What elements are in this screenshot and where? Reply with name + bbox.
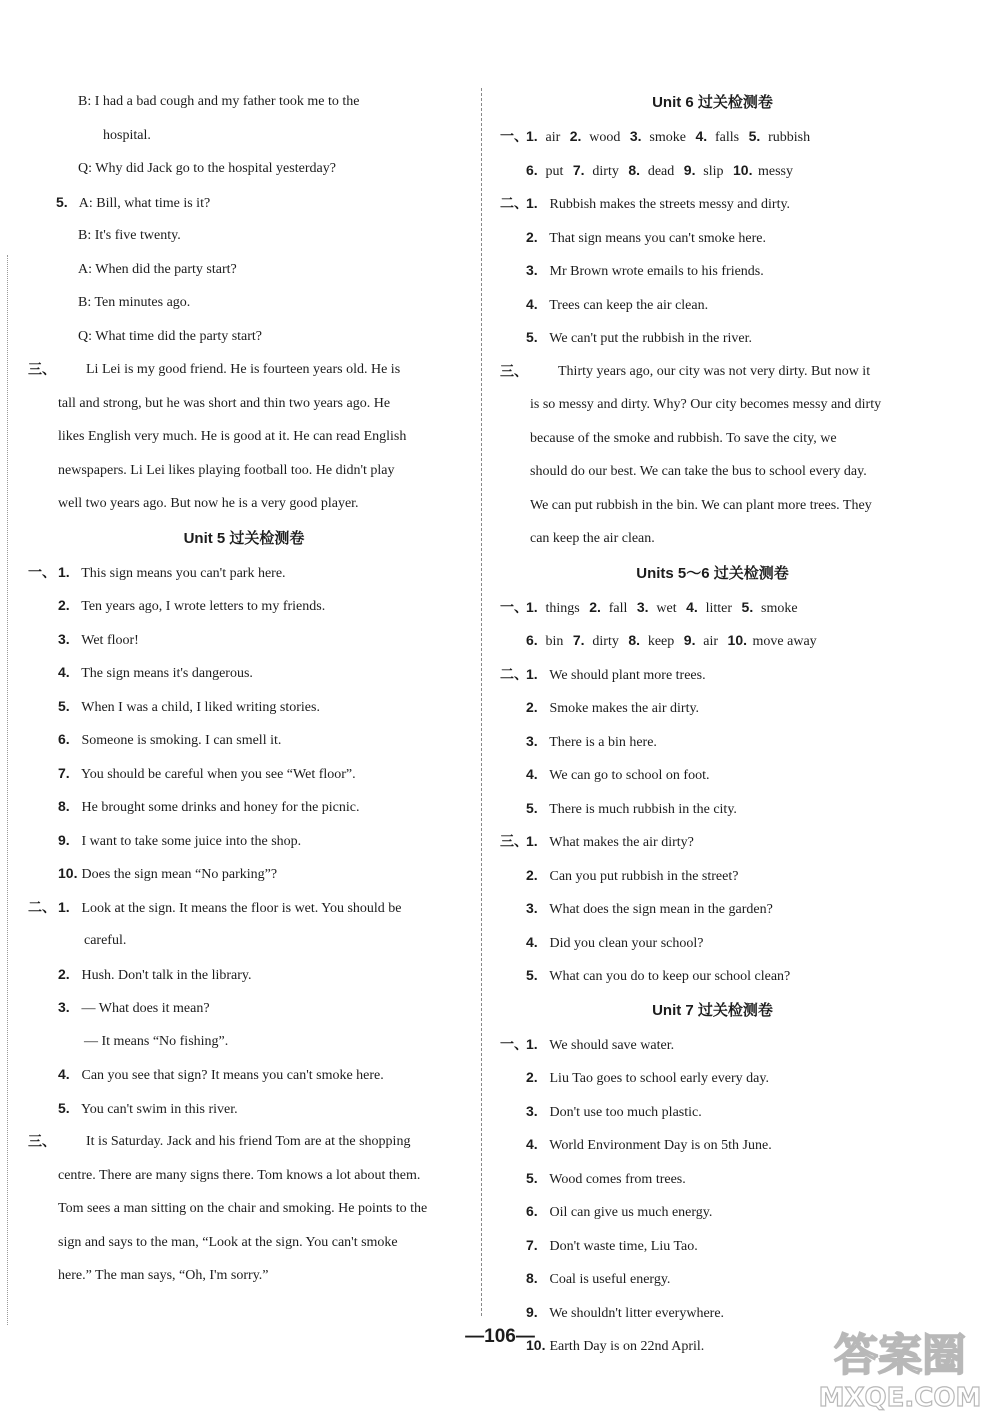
item-text: Don't use too much plastic. (549, 1104, 702, 1120)
dialogue-line (28, 320, 460, 354)
item-number: 7. (58, 764, 70, 781)
item-number: 6. (526, 632, 538, 648)
answer-item (500, 1128, 925, 1162)
passage-text: tall and strong, but he was short and thin two years ago. He (58, 395, 391, 411)
answer-item (500, 1061, 925, 1095)
word-answer: bin (545, 634, 564, 649)
answer-item (500, 1229, 925, 1263)
item-text: There is a bin here. (549, 734, 657, 750)
item-text: There is much rubbish in the city. (549, 801, 737, 817)
answer-item (28, 824, 460, 858)
item-number: 8. (526, 1270, 538, 1286)
item-text: Earth Day is on 22nd April. (549, 1339, 705, 1354)
question-5-dialogue (28, 186, 460, 354)
page-number: —106— (465, 1326, 535, 1347)
item-number: 1. (58, 898, 70, 915)
svg-text:答案圈: 答案圈 (834, 1330, 966, 1381)
item-text: We can go to school on foot. (549, 768, 710, 783)
word-answer: falls (714, 130, 740, 145)
passage-text: Li Lei is my good friend. He is fourteen years old. He is (86, 362, 401, 377)
section-mark: 一、 (500, 1035, 528, 1052)
item-number: 3. (636, 598, 649, 615)
item-number: 9. (683, 161, 696, 178)
item-number: 5. (526, 1169, 538, 1186)
word-answer: keep (647, 634, 675, 649)
item-number: 10. (58, 865, 78, 881)
unit-7-part-1 (500, 1028, 925, 1363)
item-number: 10. (526, 1337, 546, 1353)
item-number: 5. (526, 329, 538, 345)
dialogue-text: A: Bill, what time is it? (78, 195, 211, 211)
section-mark: 三、 (28, 1133, 56, 1149)
word-answer: messy (757, 163, 793, 179)
section-mark: 一、 (500, 598, 528, 615)
item-number: 1. (526, 665, 538, 682)
word-answer: smoke (761, 600, 798, 616)
item-number: 3. (58, 999, 70, 1015)
word-answer-row (500, 154, 925, 188)
answer-item (28, 991, 460, 1025)
word-answer-row (500, 624, 925, 658)
answer-item (28, 690, 460, 724)
answer-item (500, 959, 925, 993)
item-number: 1. (526, 128, 538, 144)
item-text: I want to take some juice into the shop. (81, 833, 302, 849)
dialogue-line (28, 186, 460, 220)
item-number: 9. (526, 1303, 538, 1320)
answer-item (500, 254, 925, 288)
item-text: careful. (84, 933, 127, 948)
item-number: 3. (58, 630, 70, 647)
answer-item (28, 790, 460, 824)
unit-5-part-1 (28, 556, 460, 891)
item-text: That sign means you can't smoke here. (549, 230, 766, 246)
item-number: 5. (526, 967, 538, 983)
passage-text: We can put rubbish in the bin. We can plant more trees. They (530, 497, 872, 513)
section-3-passage (28, 353, 460, 521)
section-mark: 二、 (500, 195, 528, 211)
item-text: Wet floor! (81, 632, 139, 648)
item-text: Can you see that sign? It means you can't smoke here. (81, 1068, 384, 1083)
passage-text: well two years ago. But now he is a very good player. (58, 496, 359, 511)
passage-text: Tom sees a man sitting on the chair and smoking. He points to the (58, 1201, 428, 1216)
item-number: 5. (56, 193, 68, 210)
item-number: 7. (572, 632, 585, 648)
item-number: 6. (526, 1203, 538, 1219)
item-number: 6. (58, 731, 70, 747)
item-number: 4. (526, 766, 538, 782)
answer-item (28, 857, 460, 891)
item-text: Coal is useful energy. (549, 1272, 671, 1287)
item-number: 4. (526, 1136, 538, 1152)
unit-6-part-3 (500, 355, 925, 556)
left-column (28, 85, 460, 1293)
answer-item (500, 1095, 925, 1129)
word-answer: dead (647, 163, 675, 179)
passage-text: because of the smoke and rubbish. To save the city, we (530, 430, 837, 446)
item-text: This sign means you can't park here. (81, 565, 286, 581)
passage-text: centre. There are many signs there. Tom knows a lot about them. (58, 1167, 421, 1183)
word-answer: dirty (592, 163, 619, 179)
answer-item (500, 1162, 925, 1196)
item-text: Don't waste time, Liu Tao. (549, 1238, 698, 1254)
dialogue-line (28, 253, 460, 287)
passage-line (28, 1125, 460, 1159)
units-5-6-part-1 (500, 591, 925, 658)
answer-item (500, 321, 925, 355)
passage-line (500, 422, 925, 456)
item-number: 5. (741, 598, 754, 615)
item-text: Does the sign mean “No parking”? (81, 867, 278, 882)
item-text: Can you put rubbish in the street? (549, 868, 739, 884)
item-number: 2. (526, 866, 538, 883)
right-column (500, 85, 925, 1363)
dialogue-line (28, 219, 460, 253)
item-number: 7. (572, 161, 585, 178)
item-number: 2. (58, 965, 70, 982)
answer-line: Q: Why did Jack go to the hospital yesterday? (78, 161, 336, 176)
word-answer: move away (752, 634, 817, 649)
item-text: What can you do to keep our school clean? (549, 969, 791, 984)
section-mark: 一、 (500, 128, 528, 144)
item-number: 4. (58, 1066, 70, 1082)
item-text: Mr Brown wrote emails to his friends. (549, 264, 764, 279)
item-number: 5. (58, 1099, 70, 1116)
passage-line (28, 353, 460, 387)
item-text: You can't swim in this river. (80, 1101, 238, 1117)
item-text: World Environment Day is on 5th June. (549, 1138, 772, 1153)
item-number: 8. (58, 798, 70, 814)
answer-item (28, 891, 460, 925)
units-5-6-title: Units 5～6 过关检测卷 (636, 564, 789, 582)
item-text: We can't put the rubbish in the river. (549, 331, 753, 346)
item-number: 2. (569, 128, 582, 144)
answer-item (500, 187, 925, 221)
item-number: 3. (526, 262, 538, 278)
answer-item (28, 623, 460, 657)
passage-text: newspapers. Li Lei likes playing football too. He didn't play (58, 462, 395, 478)
item-text: Rubbish makes the streets messy and dirty. (549, 197, 791, 212)
section-mark: 三、 (500, 833, 528, 849)
passage-line (28, 1159, 460, 1193)
answer-item (28, 723, 460, 757)
answer-item (500, 926, 925, 960)
passage-text: Thirty years ago, our city was not very dirty. But now it (558, 363, 871, 379)
answer-item (500, 892, 925, 926)
item-text: Someone is smoking. I can smell it. (81, 733, 282, 748)
word-answer: litter (705, 600, 733, 616)
item-number: 10. (733, 161, 753, 178)
item-number: 8. (628, 161, 641, 178)
item-number: 3. (526, 1102, 538, 1119)
item-number: 2. (589, 598, 601, 615)
passage-line (500, 355, 925, 389)
answer-item (500, 691, 925, 725)
item-text: He brought some drinks and honey for the picnic. (81, 800, 360, 815)
unit-5-part-2 (28, 891, 460, 1126)
item-text: — It means “No fishing”. (84, 1033, 229, 1049)
section-mark: 三、 (500, 362, 528, 379)
item-text: We shouldn't litter everywhere. (549, 1305, 725, 1321)
item-number: 3. (629, 128, 642, 144)
passage-line (28, 387, 460, 421)
word-answer-row (500, 591, 925, 625)
passage-line (500, 522, 925, 556)
units-5-6-part-2 (500, 658, 925, 826)
item-text: The sign means it's dangerous. (81, 666, 253, 681)
item-number: 4. (686, 598, 698, 615)
binding-edge (7, 255, 8, 1325)
passage-text: likes English very much. He is good at it. He can read English (58, 429, 407, 444)
svg-text:MXQE.COM: MXQE.COM (818, 1383, 982, 1413)
word-answer: wet (656, 600, 677, 616)
item-number: 2. (526, 1069, 538, 1085)
answer-item (28, 1025, 460, 1059)
item-text: Ten years ago, I wrote letters to my friends. (81, 599, 326, 614)
watermark-logo (800, 1318, 1000, 1414)
unit-5-title: Unit 5 过关检测卷 (183, 529, 305, 547)
dialogue-text: B: Ten minutes ago. (78, 295, 191, 310)
word-answer: put (545, 163, 564, 179)
passage-text: should do our best. We can take the bus to school every day. (530, 464, 867, 479)
passage-line (28, 420, 460, 454)
item-number: 4. (526, 295, 538, 312)
word-answer: air (545, 130, 561, 145)
passage-text: It is Saturday. Jack and his friend Tom are at the shopping (86, 1134, 411, 1149)
answer-item (500, 1028, 925, 1062)
item-text: Oil can give us much energy. (549, 1205, 713, 1220)
item-text: Did you clean your school? (549, 935, 704, 951)
passage-text: is so messy and dirty. Why? Our city becomes messy and dirty (530, 397, 882, 412)
item-number: 9. (683, 632, 696, 648)
item-text: Liu Tao goes to school early every day. (549, 1071, 769, 1086)
item-text: What makes the air dirty? (549, 835, 694, 850)
item-text: — What does it mean? (81, 1001, 210, 1016)
word-answer: air (703, 634, 719, 649)
section-mark: 二、 (28, 898, 56, 915)
item-number: 1. (58, 563, 70, 580)
unit-6-title: Unit 6 过关检测卷 (652, 94, 773, 111)
item-text: What does the sign mean in the garden? (549, 902, 773, 917)
item-number: 2. (526, 699, 538, 715)
answer-item (28, 757, 460, 791)
item-number: 4. (695, 128, 708, 144)
prev-answers-continued (28, 85, 460, 186)
dialogue-text: B: It's five twenty. (78, 228, 181, 243)
item-number: 4. (526, 933, 538, 950)
answer-item (500, 859, 925, 893)
item-text: Look at the sign. It means the floor is wet. You should be (81, 900, 402, 916)
word-answer: wood (589, 130, 621, 145)
item-text: Wood comes from trees. (549, 1171, 686, 1187)
word-answer: slip (703, 163, 724, 179)
item-text: When I was a child, I liked writing stories. (81, 699, 320, 715)
item-number: 6. (526, 161, 538, 178)
answer-item (28, 556, 460, 590)
passage-text: here.” The man says, “Oh, I'm sorry.” (58, 1268, 269, 1283)
answer-item (28, 1058, 460, 1092)
item-number: 5. (526, 799, 538, 816)
answer-item (500, 758, 925, 792)
item-number: 10. (727, 632, 748, 648)
answer-line: B: I had a bad cough and my father took me to the (78, 94, 360, 109)
item-text: We should save water. (549, 1037, 675, 1053)
passage-text: sign and says to the man, “Look at the sign. You can't smoke (58, 1234, 398, 1250)
item-number: 8. (628, 632, 641, 648)
unit-6-part-1 (500, 120, 925, 187)
answer-item (28, 656, 460, 690)
item-text: We should plant more trees. (549, 667, 706, 683)
item-text: Hush. Don't talk in the library. (81, 967, 252, 983)
units-5-6-part-3 (500, 825, 925, 993)
item-number: 1. (526, 833, 538, 849)
answer-item (28, 589, 460, 623)
word-answer: things (545, 600, 580, 616)
unit-7-title: Unit 7 过关检测卷 (652, 1001, 773, 1019)
passage-line (500, 388, 925, 422)
answer-item (28, 958, 460, 992)
item-number: 1. (526, 195, 538, 211)
word-answer: rubbish (768, 130, 811, 145)
item-number: 7. (526, 1236, 538, 1253)
word-answer: smoke (649, 130, 686, 145)
answer-item (28, 1092, 460, 1126)
item-text: You should be careful when you see “Wet floor”. (80, 766, 356, 782)
passage-text: can keep the air clean. (530, 531, 655, 546)
passage-line (28, 1259, 460, 1293)
answer-item (500, 221, 925, 255)
word-answer: fall (608, 600, 628, 616)
unit-6-part-2 (500, 187, 925, 355)
passage-line (28, 487, 460, 521)
dialogue-line (28, 286, 460, 320)
passage-line (500, 455, 925, 489)
answer-item (500, 1195, 925, 1229)
answer-item (500, 792, 925, 826)
item-number: 1. (526, 1035, 538, 1052)
answer-item (500, 288, 925, 322)
word-answer: dirty (592, 634, 619, 649)
answer-item (28, 924, 460, 958)
passage-line (500, 489, 925, 523)
unit-5-part-3 (28, 1125, 460, 1293)
dialogue-text: Q: What time did the party start? (78, 328, 263, 344)
answer-item (500, 825, 925, 859)
section-mark: 二、 (500, 665, 528, 682)
section-mark: 三、 (28, 361, 56, 377)
item-number: 4. (58, 664, 70, 680)
item-number: 1. (526, 598, 538, 615)
answer-item (500, 1262, 925, 1296)
item-number: 5. (58, 697, 70, 714)
column-divider (481, 88, 482, 1316)
answer-line: hospital. (103, 127, 151, 143)
item-number: 3. (526, 900, 538, 916)
item-number: 5. (748, 128, 761, 144)
answer-item (500, 658, 925, 692)
item-text: Trees can keep the air clean. (549, 297, 709, 313)
item-number: 2. (58, 597, 70, 613)
passage-line (28, 1226, 460, 1260)
word-answer-row (500, 120, 925, 154)
passage-line (28, 454, 460, 488)
passage-line (28, 1192, 460, 1226)
dialogue-text: A: When did the party start? (78, 261, 237, 277)
section-mark: 一、 (28, 563, 56, 580)
item-number: 9. (58, 831, 70, 848)
item-text: Smoke makes the air dirty. (549, 701, 700, 716)
answer-item (500, 725, 925, 759)
item-number: 2. (526, 228, 538, 245)
item-number: 3. (526, 732, 538, 749)
